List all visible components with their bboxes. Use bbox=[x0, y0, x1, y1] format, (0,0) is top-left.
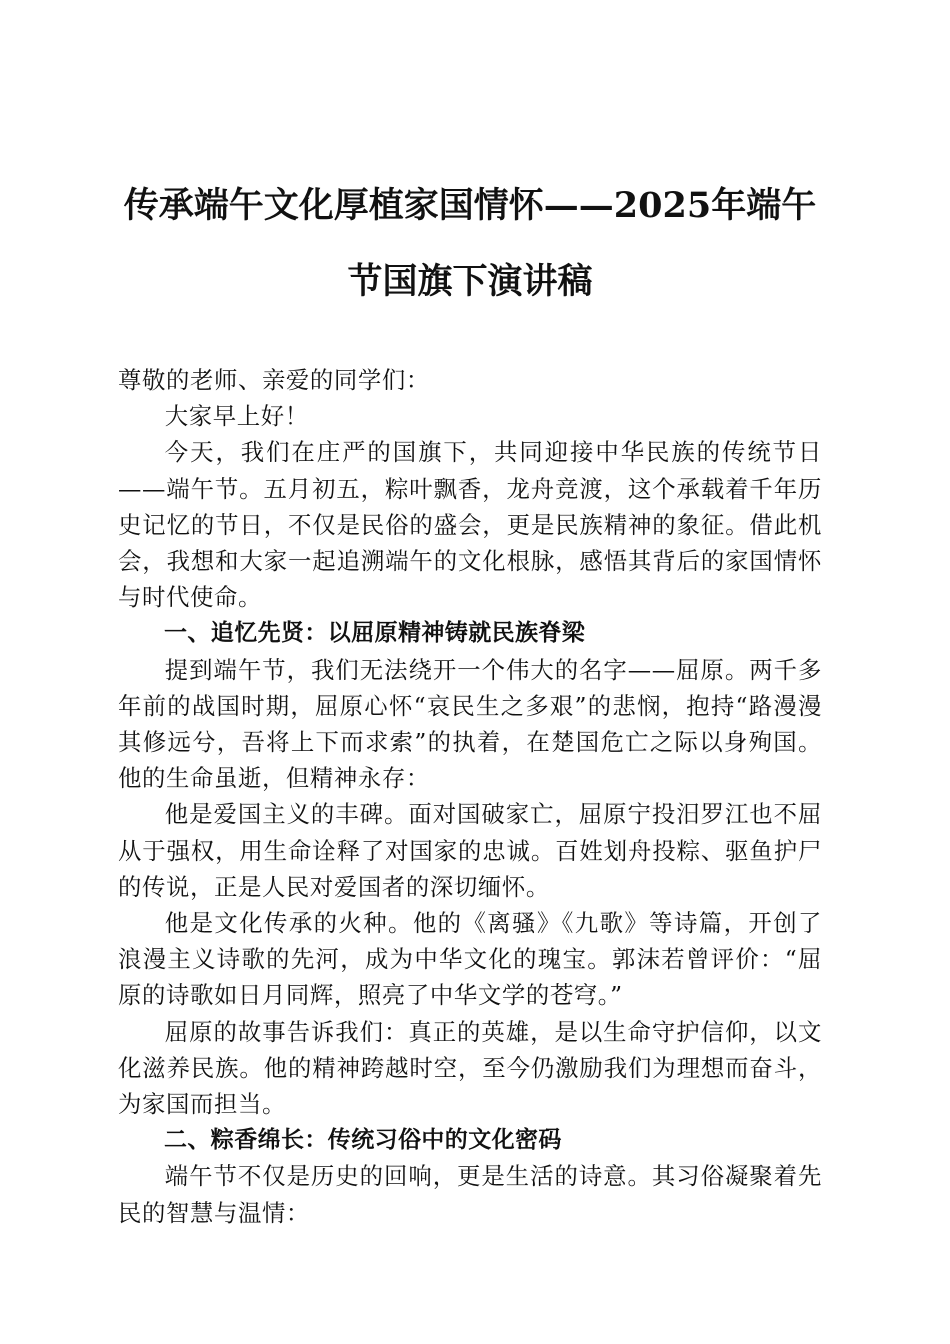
section-1-heading: 一、追忆先贤：以屈原精神铸就民族脊梁 bbox=[164, 620, 586, 647]
section-2-heading: 二、粽香绵长：传统习俗中的文化密码 bbox=[164, 1127, 562, 1154]
intro-paragraph: 今天，我们在庄严的国旗下，共同迎接中华民族的传统节日——端午节。五月初五，粽叶飘香，龙舟竞渡，这个承载着千年历史记忆的节日，不仅是民俗的盛会，更是民族精神的象征。借此机会，我想和大家一起追溯端午的文化根脉，感悟其背后的家国情怀与时代使命。 bbox=[118, 438, 822, 612]
title-line-2: 节国旗下演讲稿 bbox=[347, 261, 593, 302]
document-title bbox=[118, 168, 822, 320]
title-line-1: 传承端午文化厚植家国情怀——2025年端午 bbox=[123, 185, 817, 226]
salutation: 尊敬的老师、亲爱的同学们： bbox=[118, 366, 430, 394]
greeting: 大家早上好！ bbox=[164, 402, 309, 431]
section-1-paragraph-1: 提到端午节，我们无法绕开一个伟大的名字——屈原。两千多年前的战国时期，屈原心怀“哀民生之多艰”的悲悯，抱持“路漫漫其修远兮，吾将上下而求索”的执着，在楚国危亡之际以身殉国。他的生命虽逝，但精神永存： bbox=[118, 655, 822, 793]
section-1-paragraph-2: 他是爱国主义的丰碑。面对国破家亡，屈原宁投汨罗江也不屈从于强权，用生命诠释了对国家的忠诚。百姓划舟投粽、驱鱼护尸的传说，正是人民对爱国者的深切缅怀。 bbox=[118, 800, 822, 901]
section-1-paragraph-4: 屈原的故事告诉我们：真正的英雄，是以生命守护信仰，以文化滋养民族。他的精神跨越时空，至今仍激励我们为理想而奋斗，为家国而担当。 bbox=[118, 1017, 822, 1119]
document-body bbox=[118, 362, 822, 1231]
section-1-paragraph-3: 他是文化传承的火种。他的《离骚》《九歌》等诗篇，开创了浪漫主义诗歌的先河，成为中华文化的瑰宝。郭沫若曾评价：“屈原的诗歌如日月同辉，照亮了中华文学的苍穹。” bbox=[118, 909, 822, 1010]
section-2-paragraph-1: 端午节不仅是历史的回响，更是生活的诗意。其习俗凝聚着先民的智慧与温情： bbox=[118, 1162, 822, 1227]
